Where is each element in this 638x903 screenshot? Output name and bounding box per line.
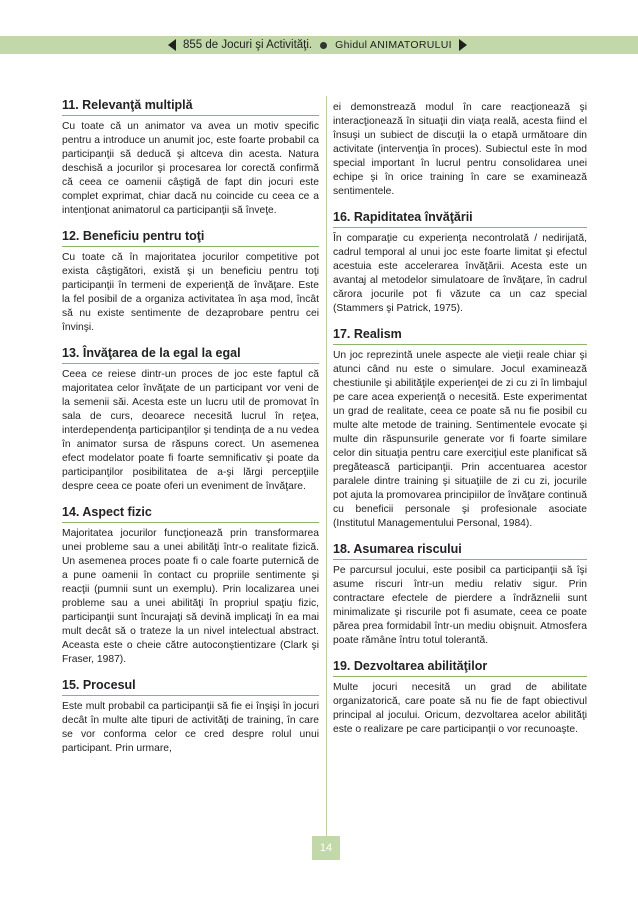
section-text: Ceea ce reiese dintr-un proces de joc este faptul că majoritatea celor învăţate de un participant vor veni de la semenii săi. Acesta este un lucru util de promovat în sala de curs, deoarece necesită lucrul în reţea, interdependenţa participanţilor şi tendinţa de a nu vedea în animator sursa de răspuns corect. Un asemenea efect modelator poate fi foarte semnificativ şi poate da participanţilor posibilitatea de a-şi lărgi percepţiile despre ceea ce poate oferi un eveniment de învăţare.	[62, 369, 319, 492]
left-column	[62, 98, 319, 767]
section-19	[333, 659, 587, 737]
section-heading: 15. Procesul	[62, 678, 319, 696]
section-18	[333, 542, 587, 648]
section-heading: 14. Aspect fizic	[62, 505, 319, 523]
section-15-continued	[333, 101, 587, 199]
section-16	[333, 210, 587, 316]
guide-title: Ghidul ANIMATORULUI	[335, 39, 452, 51]
section-11	[62, 98, 319, 218]
section-heading: 11. Relevanţă multiplă	[62, 98, 319, 116]
next-triangle-icon	[459, 39, 467, 51]
section-13	[62, 346, 319, 494]
section-15	[62, 678, 319, 756]
page-number: 14	[312, 836, 340, 860]
section-heading: 12. Beneficiu pentru toţi	[62, 229, 319, 247]
section-heading: 18. Asumarea riscului	[333, 542, 587, 560]
section-text: Cu toate că în majoritatea jocurilor competitive pot exista câştigători, există şi un beneficiu pentru toţi participanţii în termeni de experienţă de învăţare. Este la fel posibil de a organiza activitatea în aşa mod, încât să nu existe sentimente de dezaprobare pentru cei învinşi.	[62, 252, 319, 333]
column-divider	[326, 96, 327, 836]
section-text: Majoritatea jocurilor funcţionează prin transformarea unei probleme sau a unei abilităţi într-o realitate fizică. Un asemenea proces poate fi o cale foarte puternică de a pune oamenii în contact cu propriile sentimente şi reacţii (pumnii sunt un exemplu). Prin localizarea unei probleme sau a unei abilităţi în propriul spaţiu fizic, participanţii sunt încurajaţi să devină implicaţi în ea mai mult decât să o trateze la un nivel intelectual abstract. Aceasta este o cheie către autoconştientizare (Clark şi Fraser, 1987).	[62, 528, 319, 665]
section-text: În comparaţie cu experienţa necontrolată / nedirijată, cadrul temporal al unui joc este foarte limitat şi efectul acestuia este accelerarea învăţării. Acesta este un avantaj al metodelor simulatoare de învăţare, în cadrul cărora jocurile pot fi văzute ca un caz special (Stammers şi Patrick, 1975).	[333, 233, 587, 314]
section-14	[62, 505, 319, 667]
section-heading: 13. Învăţarea de la egal la egal	[62, 346, 319, 364]
section-text: Pe parcursul jocului, este posibil ca participanţii să îşi asume riscuri într-un mediu relativ sigur. Prin contractare efectele de pierdere a îndrăznelii sunt minimalizate şi riscurile pot fi asumate, ceea ce poate părea prea formidabil într-un mediu obişnuit. Atmosfera poate rămâne întru totul tolerantă.	[333, 565, 587, 646]
bullet-dot-icon	[320, 42, 327, 49]
section-heading: 19. Dezvoltarea abilităţilor	[333, 659, 587, 677]
section-17	[333, 327, 587, 531]
running-header	[168, 36, 467, 54]
section-text: ei demonstrează modul în care reacţionează şi interacţionează în situaţii din viaţa reală, acesta fiind el însuşi un subiect de discuţii la o etapă următoare din activitate (intervenţia în proces). Subiectul este în mod special important în lucrul pentru consolidarea unei echipe şi în orice training în care se examinează sentimentele.	[333, 102, 587, 197]
section-12	[62, 229, 319, 335]
section-text: Este mult probabil ca participanţii să fie ei înşişi în jocuri decât în multe alte tipuri de activităţi de training, în care se vor conforma celor ce cred despre rolul unui participant. Prin urmare,	[62, 701, 319, 754]
book-title: 855 de Jocuri şi Activităţi.	[183, 39, 313, 51]
section-text: Cu toate că un animator va avea un motiv specific pentru a introduce un anumit joc, este foarte probabil ca participanţii să deducă şi altceva din acesta. Natura deschisă a jocurilor şi procesarea lor corectă confirmă că ceea ce oamenii câştigă de fapt din jocuri este complet exprimat, chiar dacă nu coincide cu ceea ce a intenţionat animatorul ca participanţii să înveţe.	[62, 121, 319, 216]
section-text: Un joc reprezintă unele aspecte ale vieţii reale chiar şi atunci când nu este o simulare. Jocul examinează chestiunile şi abilităţile experienţei de zi cu zi în limbajul pe care acea experienţă o necesită. Este experimentat un grad de realitate, ceea ce poate să nu fie posibil cu multe alte metode de training. Sentimentele evocate şi multe din răspunsurile generate vor fi foarte similare celor din situaţia pentru care exerciţiul este planificat să pregătească participanţii. Prin accentuarea acestor paralele dintre training şi situaţiile de zi cu zi, jocurile pot ajuta la promovarea principiilor de învăţare continuă cu beneficii personale şi profesionale asociate (Institutul Managementului Personal, 1984).	[333, 350, 587, 529]
right-column	[333, 101, 587, 748]
section-heading: 16. Rapiditatea învăţării	[333, 210, 587, 228]
section-heading: 17. Realism	[333, 327, 587, 345]
previous-triangle-icon	[168, 39, 176, 51]
section-text: Multe jocuri necesită un grad de abilitate organizatorică, care poate să nu fie de fapt obiectivul principal al jocului. Oricum, dezvoltarea acelor abilităţi este o realizare pe care participanţii o vor recunoaşte.	[333, 682, 587, 735]
